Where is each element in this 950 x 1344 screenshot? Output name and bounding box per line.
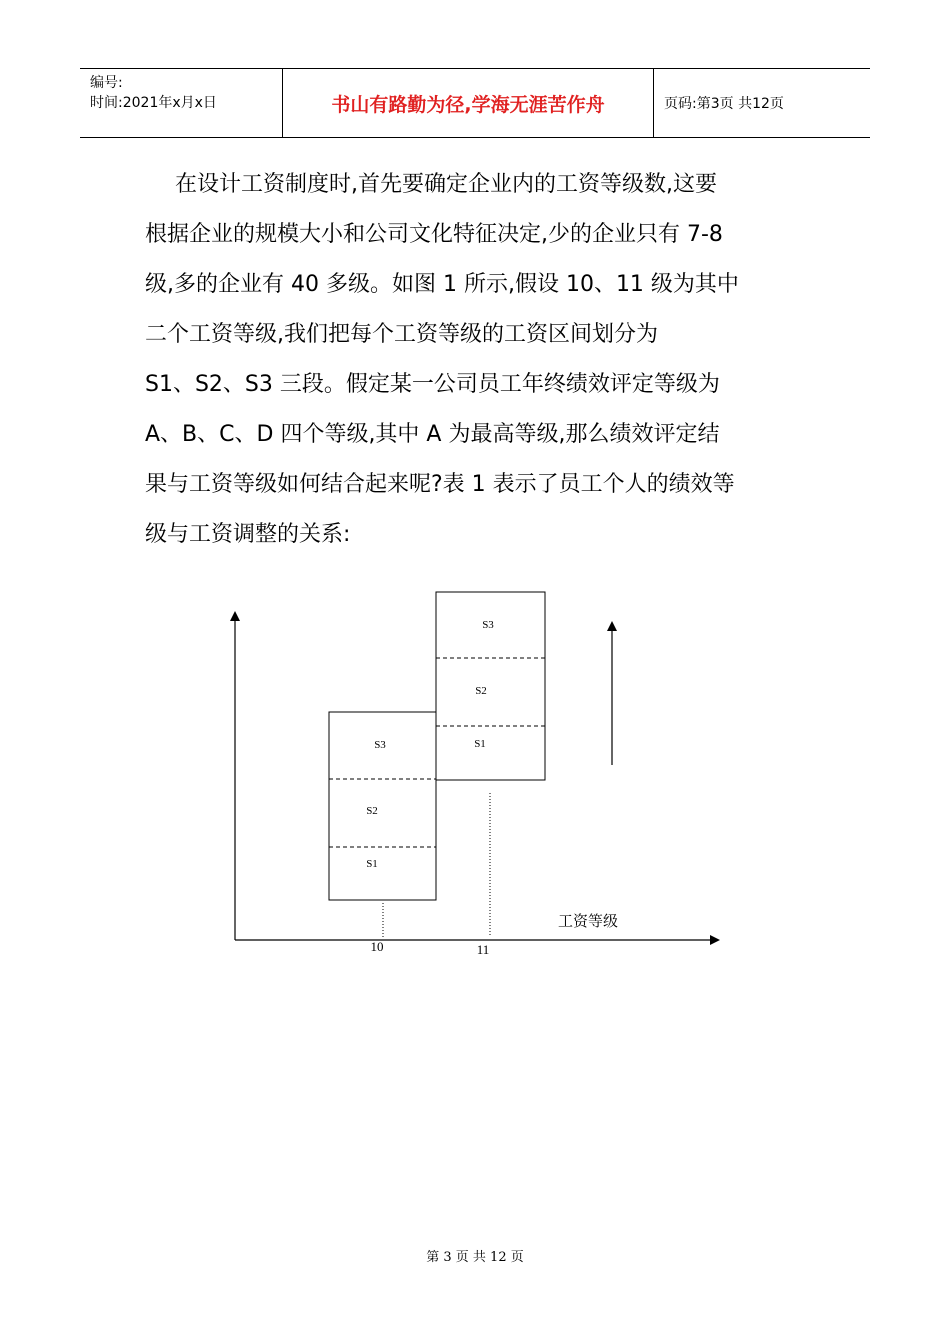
header-page-info: 页码:第3页 共12页 [664,96,784,112]
body-paragraph [145,160,825,560]
time-label: 时间:2021年x月x日 [90,95,217,111]
grade-10-tick-label: 10 [370,939,384,954]
body-line: 级,多的企业有 40 多级。如图 1 所示,假设 10、11 级为其中 [145,272,739,297]
body-line: A、B、C、D 四个等级,其中 A 为最高等级,那么绩效评定结 [145,422,720,447]
page-header [80,68,870,138]
header-motto: 书山有路勤为径,学海无涯苦作舟 [282,69,654,137]
body-line: 级与工资调整的关系: [145,522,351,547]
grade-10-s3-label: S3 [374,739,386,751]
salary-grade-diagram [220,585,740,970]
page-footer: 第 3 页 共 12 页 [426,1250,524,1265]
body-line: 二个工资等级,我们把每个工资等级的工资区间划分为 [145,322,658,347]
x-axis-label: 工资等级 [557,912,619,930]
grade-11-s2-label: S2 [475,685,487,697]
grade-10-s2-label: S2 [366,805,378,817]
grade-10-s1-label: S1 [366,858,378,870]
grade-11-s1-label: S1 [474,738,486,750]
body-line: 果与工资等级如何结合起来呢?表 1 表示了员工个人的绩效等 [145,472,735,497]
body-line: 在设计工资制度时,首先要确定企业内的工资等级数,这要 [175,172,717,197]
body-line: 根据企业的规模大小和公司文化特征决定,少的企业只有 7-8 [145,222,723,247]
grade-11-s3-label: S3 [482,619,494,631]
header-meta [80,69,282,137]
body-line: S1、S2、S3 三段。假定某一公司员工年终绩效评定等级为 [145,372,720,397]
grade-11-tick-label: 11 [476,942,490,957]
number-label: 编号: [90,75,123,91]
